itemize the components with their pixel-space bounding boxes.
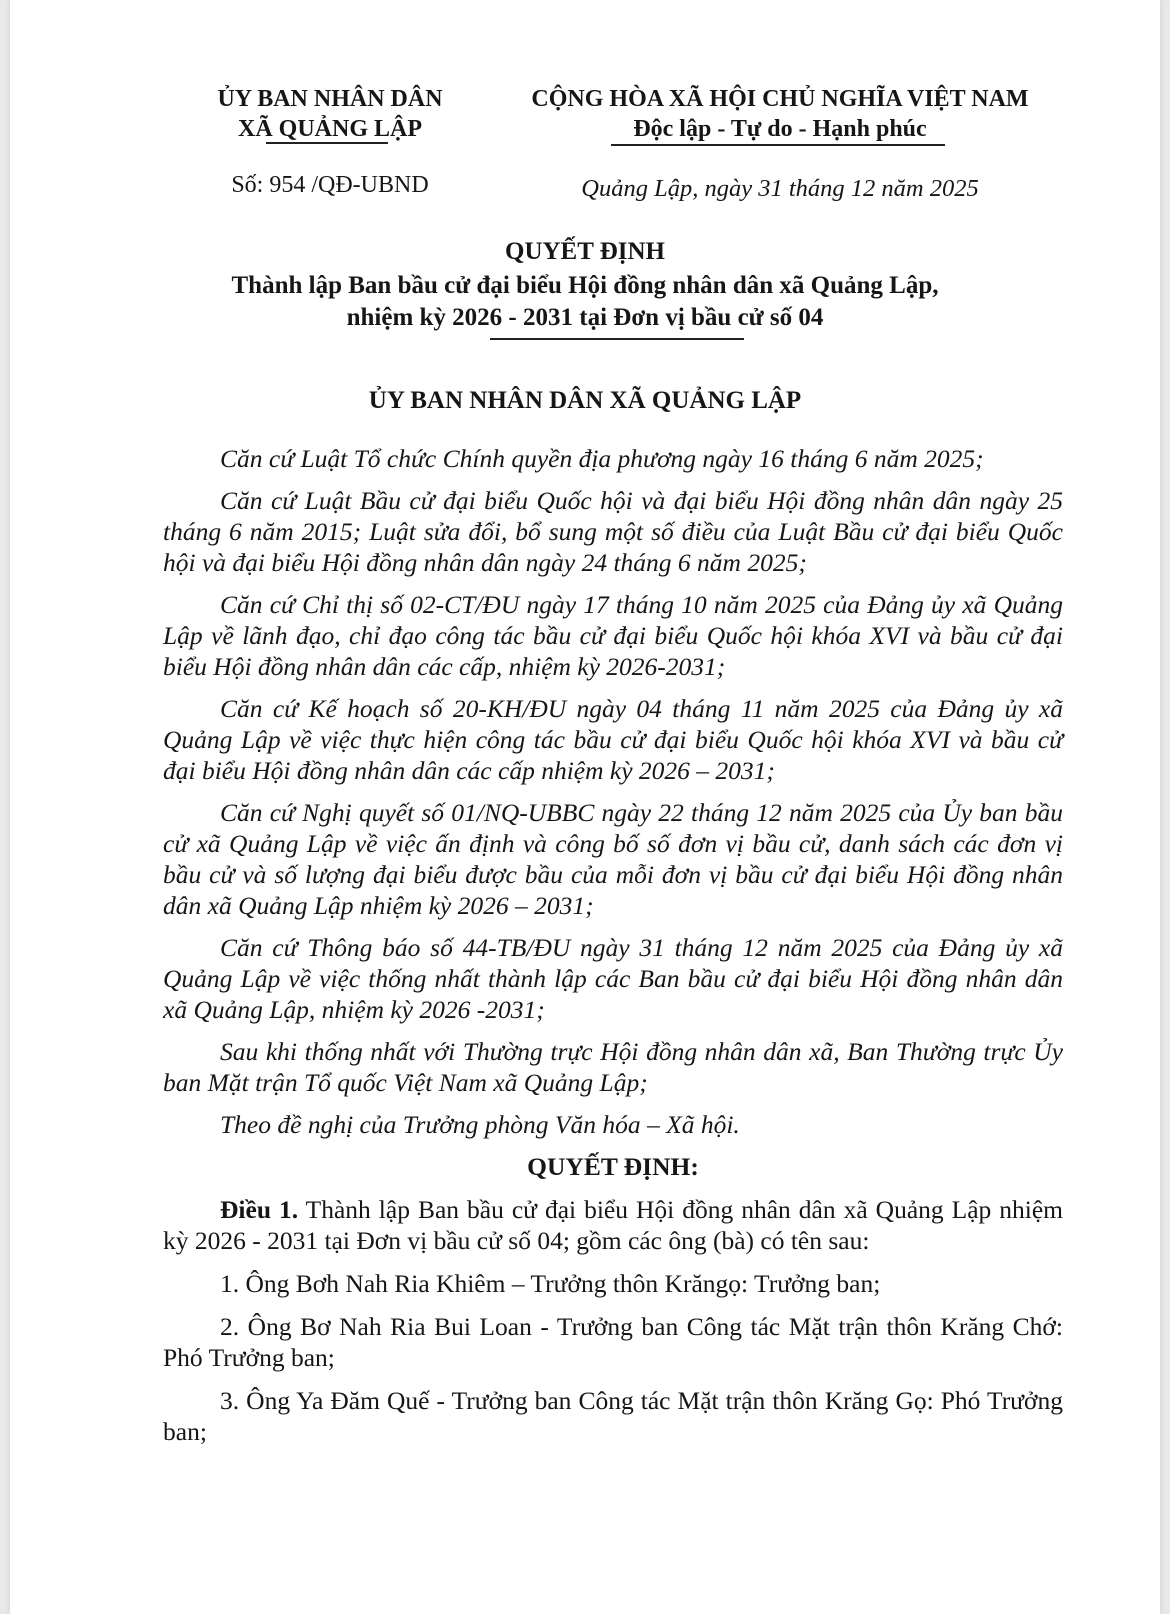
national-motto	[500, 84, 1060, 144]
legal-basis-8: Theo đề nghị của Trưởng phòng Văn hóa – Xã hội.	[220, 1110, 740, 1139]
decision-heading: QUYẾT ĐỊNH:	[527, 1152, 699, 1181]
article-1-label: Điều 1.	[220, 1195, 299, 1224]
legal-basis-3: Căn cứ Chỉ thị số 02-CT/ĐU ngày 17 tháng 10 năm 2025 của Đảng ủy xã Quảng Lập về lãnh đạo, chỉ đạo công tác bầu cử đại biểu Quốc hội khóa XVI và bầu cử đại biểu Hội đồng nhân dân các cấp, nhiệm kỳ 2026-2031;	[163, 590, 1063, 681]
member-3: 3. Ông Ya Đăm Quế - Trưởng ban Công tác Mặt trận thôn Krăng Gọ: Phó Trưởng ban;	[163, 1386, 1063, 1446]
legal-basis-1: Căn cứ Luật Tổ chức Chính quyền địa phương ngày 16 tháng 6 năm 2025;	[220, 444, 984, 473]
place-and-date: Quảng Lập, ngày 31 tháng 12 năm 2025	[581, 175, 979, 202]
national-motto-line1: CỘNG HÒA XÃ HỘI CHỦ NGHĨA VIỆT NAM	[531, 86, 1029, 112]
subtitle-line2: nhiệm kỳ 2026 - 2031 tại Đơn vị bầu cử số 04	[346, 304, 824, 331]
member-2: 2. Ông Bơ Nah Ria Bui Loan - Trưởng ban Công tác Mặt trận thôn Krăng Chớ: Phó Trưởng ban;	[163, 1312, 1063, 1372]
legal-basis-2: Căn cứ Luật Bầu cử đại biểu Quốc hội và đại biểu Hội đồng nhân dân ngày 25 tháng 6 năm 2015; Luật sửa đổi, bổ sung một số điều của Luật Bầu cử đại biểu Quốc hội và đại biểu Hội đồng nhân dân ngày 24 tháng 6 năm 2025;	[163, 486, 1063, 577]
authority-heading: ỦY BAN NHÂN DÂN XÃ QUẢNG LẬP	[368, 387, 802, 414]
document-number: Số: 954 /QĐ-UBND	[231, 172, 429, 198]
article-1-text: Thành lập Ban bầu cử đại biểu Hội đồng nhân dân xã Quảng Lập nhiệm kỳ 2026 - 2031 tại Đơn vị bầu cử số 04; gồm các ông (bà) có tên sau:	[163, 1195, 1064, 1255]
legal-basis-6: Căn cứ Thông báo số 44-TB/ĐU ngày 31 tháng 12 năm 2025 của Đảng ủy xã Quảng Lập về việc thống nhất thành lập các Ban bầu cử đại biểu Hội đồng nhân dân xã Quảng Lập, nhiệm kỳ 2026 -2031;	[163, 933, 1063, 1024]
legal-basis-5: Căn cứ Nghị quyết số 01/NQ-UBBC ngày 22 tháng 12 năm 2025 của Ủy ban bầu cử xã Quảng Lập về việc ấn định và công bố số đơn vị bầu cử, danh sách các đơn vị bầu cử và số lượng đại biểu được bầu của mỗi đơn vị bầu cử đại biểu Hội đồng nhân dân xã Quảng Lập nhiệm kỳ 2026 – 2031;	[163, 798, 1063, 920]
subtitle-line1: Thành lập Ban bầu cử đại biểu Hội đồng nhân dân xã Quảng Lập,	[231, 272, 939, 299]
title-underline	[490, 338, 744, 340]
document-body	[163, 443, 1063, 1459]
document-title: QUYẾT ĐỊNH	[505, 238, 665, 265]
document-page	[10, 0, 1160, 1614]
member-1: 1. Ông Bơh Nah Ria Khiêm – Trưởng thôn Krăngọ: Trưởng ban;	[220, 1269, 881, 1298]
issuing-agency-line1: ỦY BAN NHÂN DÂN	[217, 86, 443, 112]
issuing-agency	[165, 84, 495, 144]
legal-basis-4: Căn cứ Kế hoạch số 20-KH/ĐU ngày 04 tháng 11 năm 2025 của Đảng ủy xã Quảng Lập về việc thực hiện công tác bầu cử đại biểu Quốc hội khóa XVI và bầu cử đại biểu Hội đồng nhân dân các cấp nhiệm kỳ 2026 – 2031;	[163, 694, 1063, 785]
agency-underline	[266, 142, 388, 144]
legal-basis-7: Sau khi thống nhất với Thường trực Hội đồng nhân dân xã, Ban Thường trực Ủy ban Mặt trận Tổ quốc Việt Nam xã Quảng Lập;	[163, 1037, 1063, 1097]
motto-underline	[611, 144, 945, 146]
national-motto-line2: Độc lập - Tự do - Hạnh phúc	[633, 116, 927, 142]
issuing-agency-line2: XÃ QUẢNG LẬP	[238, 116, 422, 142]
article-1	[163, 1194, 1063, 1256]
